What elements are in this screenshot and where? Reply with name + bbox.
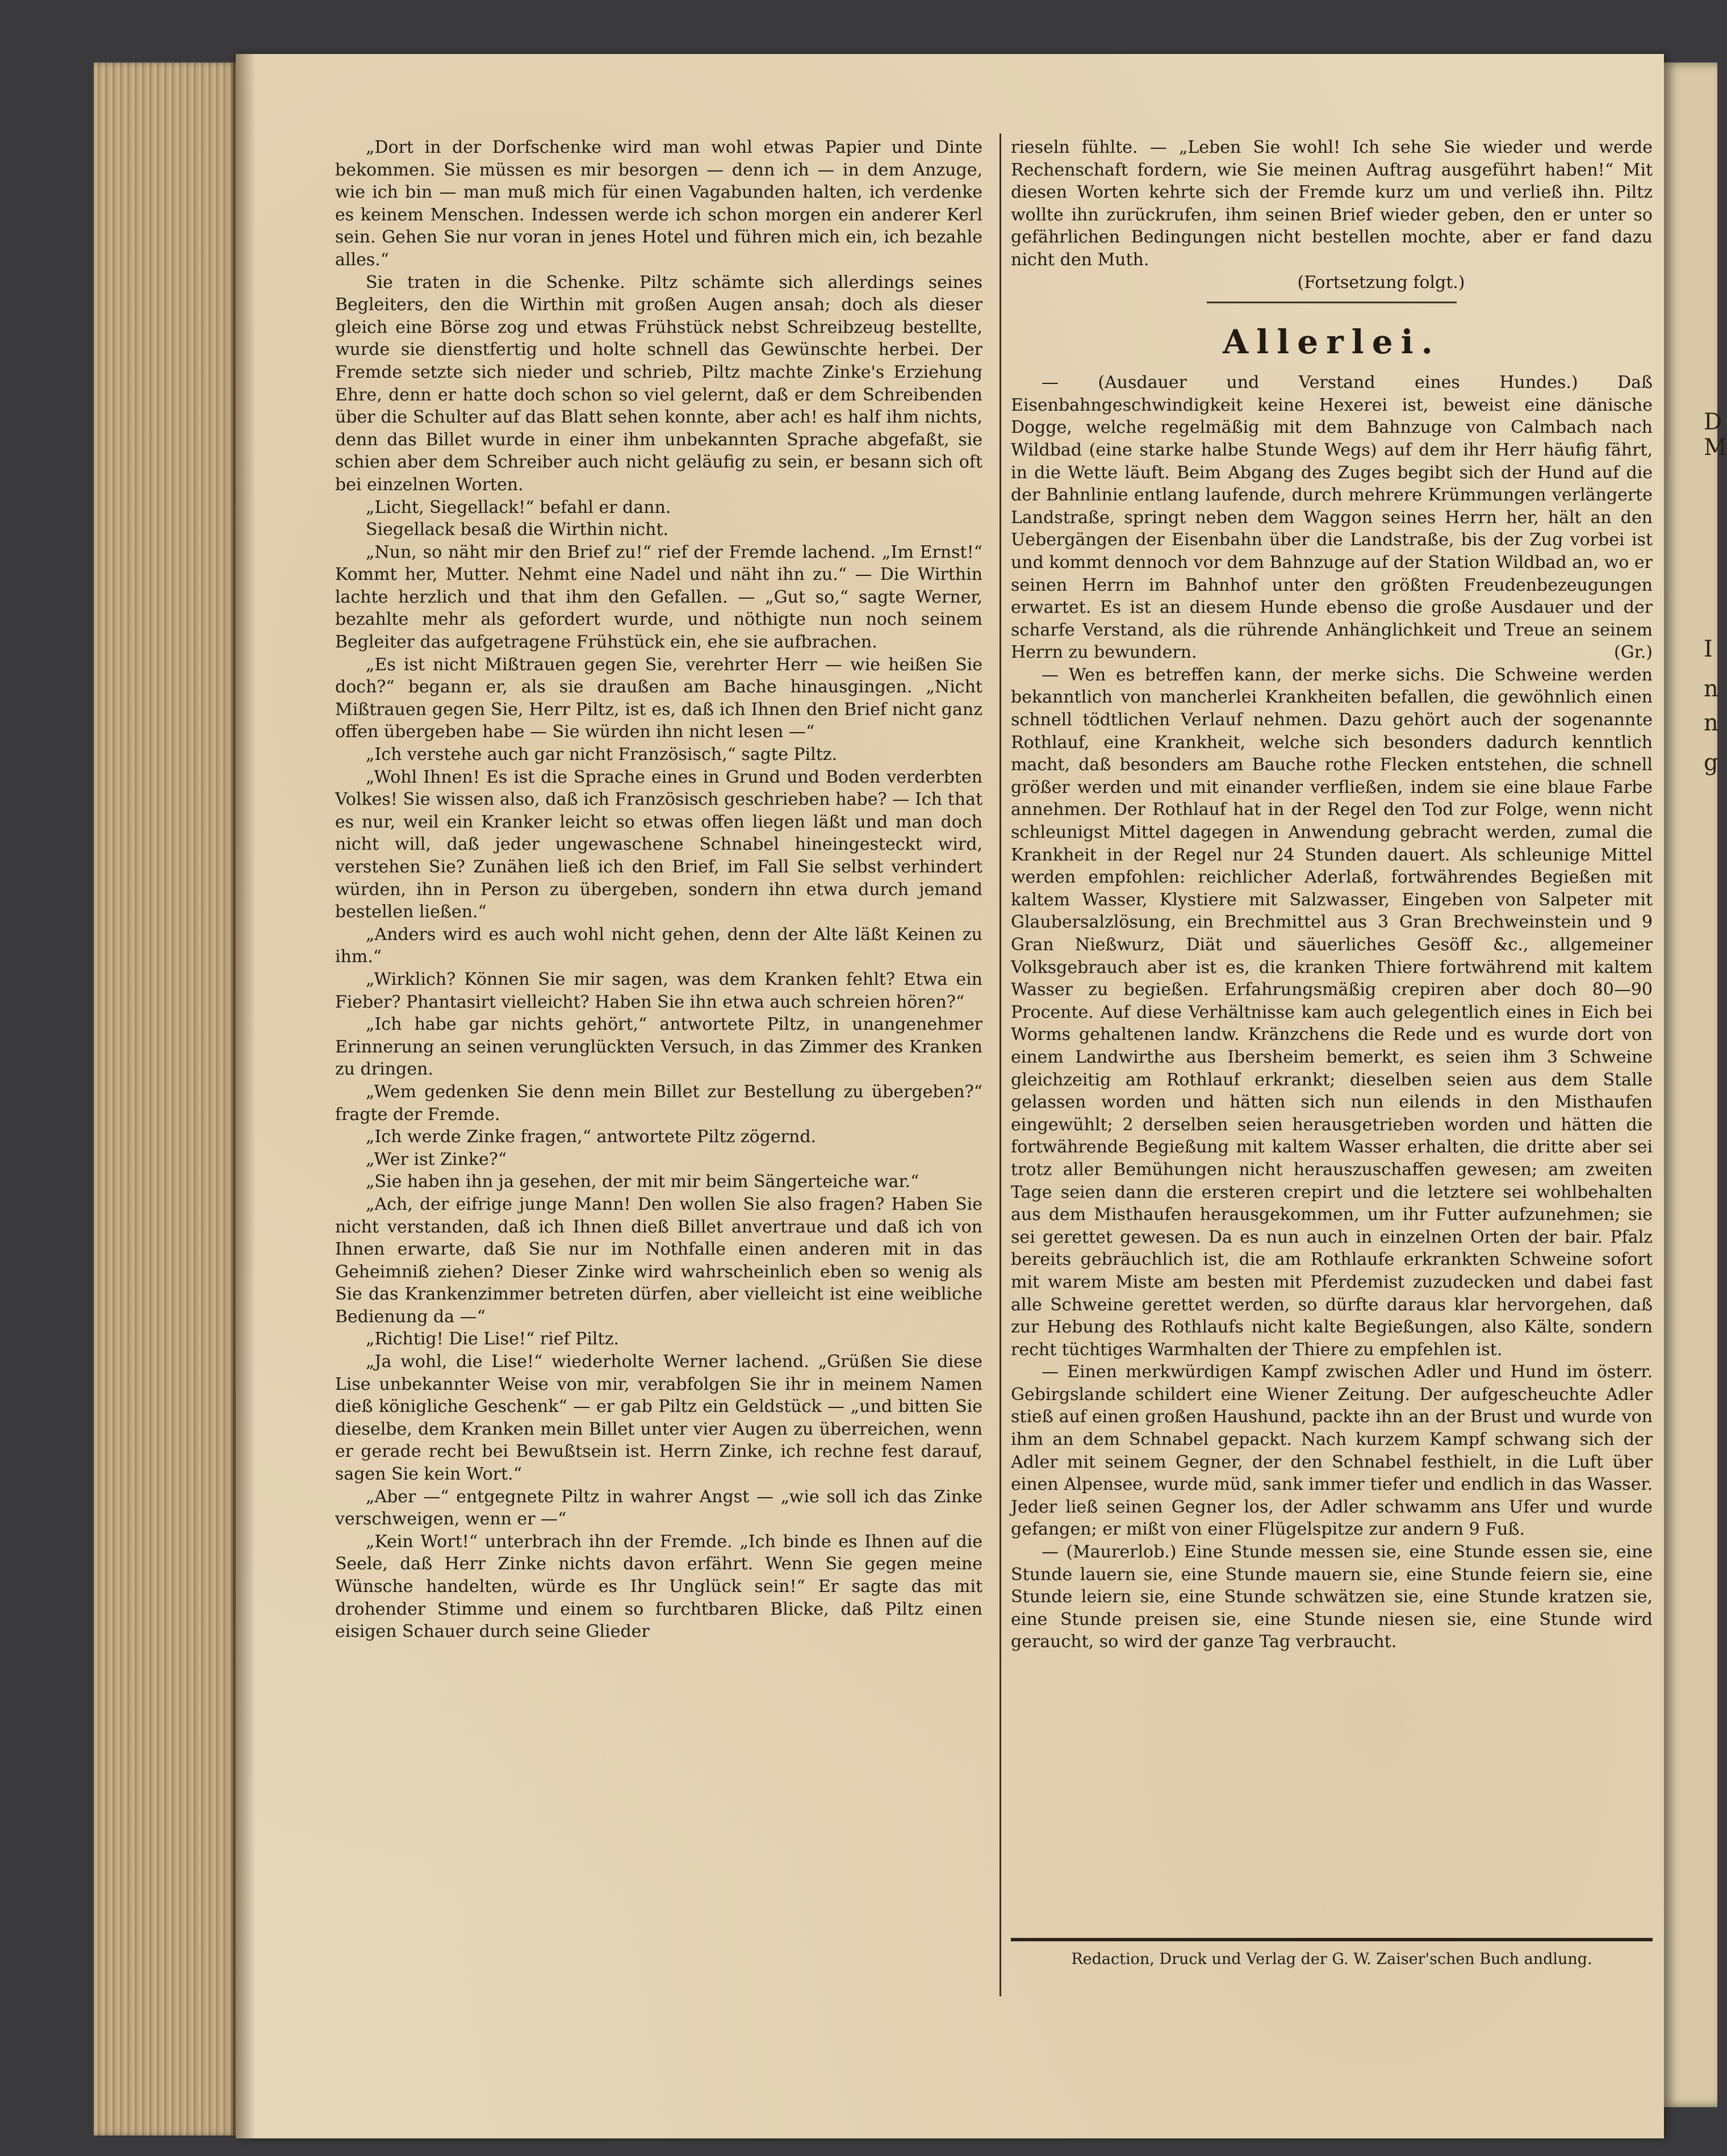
paragraph: „Wer ist Zinke?“ bbox=[366, 1149, 507, 1169]
paragraph: „Ach, der eifrige junge Mann! Den wollen Sie also fragen? Haben Sie nicht verstanden, daß ich Ihnen dieß Billet anvertraue und daß ich von Ihnen erwarte, daß Sie nur im Nothfalle einen anderen mit in das Geheimniß ziehen? Dieser Zinke wird wahrscheinlich eben so wenig als Sie das Krankenzimmer betreten dürfen, aber vielleicht ist eine weibliche Bedienung da —“ bbox=[335, 1194, 982, 1327]
paragraph: „Dort in der Dorfschenke wird man wohl etwas Papier und Dinte bekommen. Sie müssen es mir besorgen — denn ich — in dem Anzuge, wie ich bin — man muß mich für einen Vagabunden halten, ich verdenke es keinem Menschen. Indessen werde ich schon morgen ein anderer Kerl sein. Gehen Sie nur voran in jenes Hotel und führen mich ein, ich bezahle alles.“ bbox=[335, 137, 982, 270]
paragraph: Sie traten in die Schenke. Piltz schämte sich allerdings seines Begleiters, den die Wirthin mit großen Augen ansah; doch als dieser gleich eine Börse zog und etwas Frühstück nebst Schreibzeug bestellte, wurde sie dienstfertig und holte schnell das Gewünschte herbei. Der Fremde setzte sich nieder und schrieb, Piltz machte Zinke's Erziehung Ehre, denn er hatte doch schon so viel gelernt, daß er dem Schreibenden über die Schulter auf das Blatt sehen konnte, aber ach! es half ihm nichts, denn das Billet wurde in einer ihm unbekannten Sprache abgefaßt, sie schien aber dem Schreiber auch nicht geläufig zu sein, er besann sich oft bei einzelnen Worten. bbox=[335, 272, 982, 495]
paragraph: „Kein Wort!“ unterbrach ihn der Fremde. „Ich binde es Ihnen auf die Seele, daß Herr Zinke nichts davon erfährt. Wenn Sie gegen meine Wünsche handelten, würde es Ihr Unglück sein!“ Er sagte das mit drohender Stimme und einem so furchtbaren Blicke, daß Piltz einen eisigen Schauer durch seine Glieder bbox=[335, 1531, 982, 1642]
news-item: — Einen merkwürdigen Kampf zwischen Adler und Hund im österr. Gebirgslande schildert eine Wiener Zeitung. Der aufgescheuchte Adler stieß auf einen großen Haushund, packte ihn an der Brust und wurde von ihm an dem Schnabel gepackt. Nach kurzem Kampf schwang sich der Adler mit seinem Gegner, der den Schnabel festhielt, in die Luft über einen Alpensee, wurde müd, sank immer tiefer und endlich in das Wasser. Jeder ließ seinen Gegner los, der Adler schwamm ans Ufer und wurde gefangen; er mißt von einer Flügelspitze zur andern 9 Fuß. bbox=[1011, 1362, 1653, 1540]
paragraph: Siegellack besaß die Wirthin nicht. bbox=[366, 520, 669, 540]
left-column bbox=[335, 136, 982, 1643]
section-rule bbox=[1207, 302, 1457, 303]
book-fore-edge bbox=[94, 62, 236, 2136]
paragraph: „Wirklich? Können Sie mir sagen, was dem Kranken fehlt? Etwa ein Fieber? Phantasirt vielleicht? Haben Sie ihn etwa auch schreien hören?“ bbox=[335, 969, 982, 1012]
paragraph: „Ja wohl, die Lise!“ wiederholte Werner lachend. „Grüßen Sie diese Lise unbekannter Weise von mir, verabfolgen Sie ihr in meinem Namen dieß königliche Geschenk“ — er gab Piltz ein Geldstück — „und bitten Sie dieselbe, dem Kranken mein Billet unter vier Augen zu überreichen, wenn er gerade recht bei Bewußtsein ist. Herrn Zinke, ich rechne fest darauf, sagen Sie kein Wort.“ bbox=[335, 1352, 982, 1485]
adjacent-page-fragment: n bbox=[1704, 710, 1718, 736]
adjacent-page-edge bbox=[1664, 62, 1727, 2107]
paragraph: „Wohl Ihnen! Es ist die Sprache eines in Grund und Boden verderbten Volkes! Sie wissen also, daß ich Französisch geschrieben habe? — Ich that es nur, weil ein Kranker leicht so etwas offen liegen läßt und man doch nicht will, daß jeder ungewaschene Schnabel hineingesteckt wird, verstehen Sie? Zunähen ließ ich den Brief, im Fall Sie selbst verhindert würden, ihn in Person zu übergeben, sondern ihn etwa durch jemand bestellen ließen.“ bbox=[335, 767, 982, 922]
paragraph: „Ich werde Zinke fragen,“ antwortete Piltz zögernd. bbox=[366, 1127, 817, 1147]
adjacent-page-fragment: I bbox=[1704, 636, 1713, 662]
paragraph: „Aber —“ entgegnete Piltz in wahrer Angst — „wie soll ich das Zinke verschweigen, wenn er —“ bbox=[335, 1486, 982, 1530]
paragraph: „Anders wird es auch wohl nicht gehen, denn der Alte läßt Keinen zu ihm.“ bbox=[335, 924, 982, 967]
paragraph: „Wem gedenken Sie denn mein Billet zur Bestellung zu übergeben?“ fragte der Fremde. bbox=[335, 1081, 982, 1125]
footer-rule bbox=[1011, 1938, 1653, 1941]
to-be-continued-note: (Fortsetzung folgt.) bbox=[1297, 272, 1465, 293]
publisher-imprint: Redaction, Druck und Verlag der G. W. Zaiser'schen Buch andlung. bbox=[1071, 1950, 1592, 1968]
news-item: — Wen es betreffen kann, der merke sichs. Die Schweine werden bekanntlich von mancherlei Krankheiten befallen, die gewöhnlich einen schnell tödtlichen Verlauf nehmen. Dazu gehört auch der sogenannte Rothlauf, eine Krankheit, welche sich besonders dadurch kenntlich macht, daß besonders am Bauche rothe Flecken entstehen, die schnell größer werden und mit einander verfließen, indem sie eine blaue Farbe annehmen. Der Rothlauf hat in der Regel den Tod zur Folge, wenn nicht schleunigst Mittel dagegen in Anwendung gebracht werden, zumal die Krankheit in der Regel nur 24 Stunden dauert. Als schleunige Mittel werden empfohlen: reichlicher Aderlaß, fortwährendes Begießen mit kaltem Wasser, Klystiere mit Salzwasser, Eingeben von Salpeter mit Glaubersalzlösung, ein Brechmittel aus 3 Gran Brechweinstein und 9 Gran Nießwurz, Diät und säuerliches Gesöff &c., allgemeiner Volksgebrauch aber ist es, die kranken Thiere fortwährend mit kaltem Wasser zu begießen. Erfahrungsmäßig crepiren aber doch 80—90 Procente. Auf diese Verhältnisse kam auch gelegentlich eines in Eich bei Worms gehaltenen landw. Kränzchens die Rede und es wurde dort von einem Landwirthe aus Ibersheim bemerkt, es seien ihm 3 Schweine gleichzeitig am Rothlauf erkrankt; dieselben seien aus dem Stalle gelassen worden und hätten sich nun eilends in den Misthaufen eingewühlt; 2 derselben seien herausgetrieben worden und hätten die fortwährende Begießung mit kaltem Wasser erhalten, die dritte aber sei trotz aller Bemühungen nicht herauszuschaffen gewesen; am zweiten Tage seien dann die ersteren crepirt und die letztere sei wohlbehalten aus dem Misthaufen herausgekommen, um ihr Futter aufzunehmen; sie sei gerettet gewesen. Da es nun auch in einzelnen Orten der bair. Pfalz bereits gebräuchlich ist, die am Rothlaufe erkrankten Schweine sofort mit warem Miste am besten mit Pferdemist zuzudecken und dabei fast alle Schweine gerettet werden, so dürfte daraus klar hervorgehen, daß zur Hebung des Rothlaufs nicht kalte Begießungen, also Kälte, sondern recht tüchtiges Warmhalten der Thiere zu empfehlen ist. bbox=[1011, 665, 1653, 1360]
paragraph: „Nun, so näht mir den Brief zu!“ rief der Fremde lachend. „Im Ernst!“ Kommt her, Mutter. Nehmt eine Nadel und näht ihn zu.“ — Die Wirthin lachte herzlich und that ihm den Gefallen. — „Gut so,“ sagte Werner, bezahlte mehr als gefordert wurde, und nöthigte nun noch seinem Begleiter das aufgetragene Frühstück ein, ehe sie aufbrachen. bbox=[335, 542, 982, 653]
adjacent-page-fragment: g bbox=[1704, 750, 1718, 776]
news-item-text: — (Ausdauer und Verstand eines Hundes.) Daß Eisenbahngeschwindigkeit keine Hexerei ist, beweist eine dänische Dogge, welche regelmäßig mit dem Bahnzuge von Calmbach nach Wildbad (eine starke halbe Stunde Wegs) auf dem ihr Herr häufig fährt, in die Wette läuft. Beim Abgang des Zuges begibt sich der Hund auf die der Bahnlinie entlang laufende, durch mehrere Krümmungen verlängerte Landstraße, springt neben dem Waggon seines Herrn her, hält an den Uebergängen der Eisenbahn über die Landstraße, bis der Zug vorbei ist und kommt dennoch vor dem Bahnzuge auf der Station Wildbad an, wo er seinen Herrn im Bahnhof unter den größten Freudenbezeugungen erwartet. Es ist an diesem Hunde ebenso die große Ausdauer und der scharfe Verstand, als die rührende Anhänglichkeit und Treue an seinem Herrn zu bewundern. bbox=[1011, 373, 1653, 663]
paragraph: „Ich verstehe auch gar nicht Französisch,“ sagte Piltz. bbox=[366, 745, 838, 765]
column-divider bbox=[1000, 133, 1001, 1996]
right-column bbox=[1011, 136, 1653, 1653]
paragraph: „Es ist nicht Mißtrauen gegen Sie, verehrter Herr — wie heißen Sie doch?“ begann er, als sie draußen am Bache hinausgingen. „Nicht Mißtrauen gegen Sie, Herr Piltz, ist es, daß ich Ihnen den Brief nicht ganz offen übergeben habe — Sie würden ihn nicht lesen —“ bbox=[335, 654, 982, 742]
story-continuation: rieseln fühlte. — „Leben Sie wohl! Ich sehe Sie wieder und werde Rechenschaft fordern, wie Sie meinen Auftrag ausgeführt haben!“ Mit diesen Worten kehrte sich der Fremde kurz um und verließ ihn. Piltz wollte ihn zurückrufen, ihm seinen Brief wieder geben, den er unter so gefährlichen Bedingungen nicht bestellen mochte, aber er fand dazu nicht den Muth. bbox=[1011, 137, 1653, 270]
news-item bbox=[1011, 371, 1653, 664]
news-item: — (Maurerlob.) Eine Stunde messen sie, eine Stunde essen sie, eine Stunde lauern sie, eine Stunde mauern sie, eine Stunde feiern sie, eine Stunde leiern sie, eine Stunde schwätzen sie, eine Stunde kratzen sie, eine Stunde preisen sie, eine Stunde niesen sie, eine Stunde wird geraucht, so wird der ganze Tag verbraucht. bbox=[1011, 1542, 1653, 1652]
author-signature: (Gr.) bbox=[1614, 642, 1653, 663]
paragraph: „Richtig! Die Lise!“ rief Piltz. bbox=[366, 1329, 619, 1349]
binding-shadow bbox=[233, 54, 256, 2138]
paragraph: „Sie haben ihn ja gesehen, der mit mir beim Sängerteiche war.“ bbox=[366, 1172, 919, 1192]
adjacent-page-fragment: M bbox=[1704, 434, 1727, 461]
paragraph: „Licht, Siegellack!“ befahl er dann. bbox=[366, 497, 671, 517]
adjacent-page-fragment: n bbox=[1704, 676, 1718, 702]
section-title: Allerlei. bbox=[1223, 323, 1441, 362]
adjacent-page-fragment: D bbox=[1704, 409, 1722, 435]
paragraph: „Ich habe gar nichts gehört,“ antwortete Piltz, in unangenehmer Erinnerung an seinen verunglückten Versuch, in das Zimmer des Kranken zu dringen. bbox=[335, 1014, 982, 1080]
